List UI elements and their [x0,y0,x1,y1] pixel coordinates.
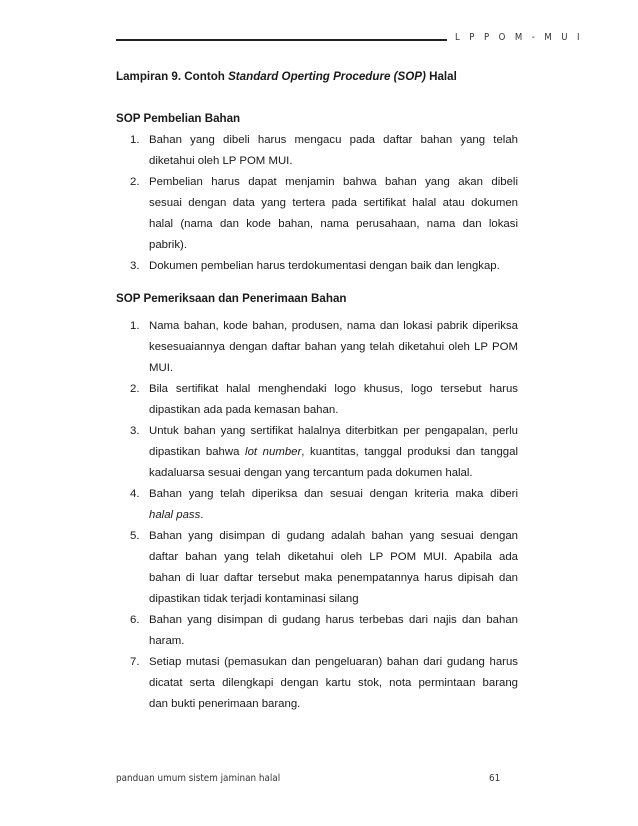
header-org: L P P O M - M U I [455,32,583,43]
list-item-line: dan bukti penerimaan barang. [149,698,301,710]
footer-title: panduan umum sistem jaminan halal [116,773,281,784]
list-item-line: Bahan yang disimpan di gudang harus terbebas dari najis dan bahan [149,614,518,626]
list-item-line: Pembelian harus dapat menjamin bahwa bahan yang akan dibeli [149,176,518,188]
pembelian-list [130,130,518,277]
list-item-number: 1. [130,134,140,146]
list-item-line: dicatat serta dilengkapi dengan kartu stok, nota permintaan barang [149,677,518,689]
list-item-line: Dokumen pembelian harus terdokumentasi dengan baik dan lengkap. [149,260,500,272]
section-heading-pembelian: SOP Pembelian Bahan [116,112,241,125]
list-item [130,484,518,526]
list-item-line: halal pass. [149,509,204,521]
list-item-line: kadaluarsa sesuai dengan yang tercantum pada dokumen halal. [149,467,473,479]
list-item-number: 6. [130,614,140,626]
list-item [130,652,518,715]
header-rule [116,39,447,41]
list-item [130,130,518,172]
list-item-number: 2. [130,383,140,395]
list-item [130,256,518,277]
list-item-line: kesesuaiannya dengan daftar bahan yang telah diketahui oleh LP POM [149,341,518,353]
list-item-number: 3. [130,425,140,437]
list-item-number: 5. [130,530,140,542]
list-item-line: Bahan yang telah diperiksa dan sesuai dengan kriteria maka diberi [149,488,518,500]
list-item-number: 1. [130,320,140,332]
page-title [116,70,457,83]
list-item-line: MUI. [149,362,174,374]
list-item-number: 4. [130,488,140,500]
list-item-line: Bahan yang dibeli harus mengacu pada daftar bahan yang telah [149,134,518,146]
title-suffix: Halal [425,70,457,83]
list-item-line: Bila sertifikat halal menghendaki logo khusus, logo tersebut harus [149,383,518,395]
title-prefix: Lampiran 9. Contoh [116,70,229,83]
list-item-line: pabrik). [149,239,187,251]
list-item [130,379,518,421]
list-item [130,421,518,484]
list-item-line: Setiap mutasi (pemasukan dan pengeluaran) bahan dari gudang harus [149,656,518,668]
list-item-line: haram. [149,635,185,647]
list-item-line: dipastikan ada pada kemasan bahan. [149,404,339,416]
list-item-line: dipastikan bahwa lot number, kuantitas, tanggal produksi dan tanggal [149,446,518,458]
list-item-line: diketahui oleh LP POM MUI. [149,155,293,167]
list-item-line: Nama bahan, kode bahan, produsen, nama dan lokasi pabrik diperiksa [149,320,518,332]
list-item-line: dipastikan tidak terjadi kontaminasi silang [149,593,359,605]
page-number: 61 [489,773,501,784]
list-item-number: 2. [130,176,140,188]
section-heading-pemeriksaan: SOP Pemeriksaan dan Penerimaan Bahan [116,292,347,305]
list-item [130,526,518,610]
list-item-line: sesuai dengan data yang tertera pada sertifikat halal atau dokumen [149,197,518,209]
list-item-line: Untuk bahan yang sertifikat halalnya diterbitkan per pengapalan, perlu [149,425,518,437]
list-item [130,172,518,256]
list-item-line: bahan di luar daftar tersebut maka penempatannya harus dipisah dan [149,572,518,584]
list-item-line: halal (nama dan kode bahan, nama perusahaan, nama dan lokasi [149,218,518,230]
list-item-line: Bahan yang disimpan di gudang adalah bahan yang sesuai dengan [149,530,518,542]
title-italic: Standard Operting Procedure (SOP) [228,70,426,83]
list-item-number: 3. [130,260,140,272]
list-item-line: daftar bahan yang telah diketahui oleh LP POM MUI. Apabila ada [149,551,518,563]
list-item [130,316,518,379]
list-item-number: 7. [130,656,140,668]
list-item [130,610,518,652]
pemeriksaan-list [130,316,518,715]
